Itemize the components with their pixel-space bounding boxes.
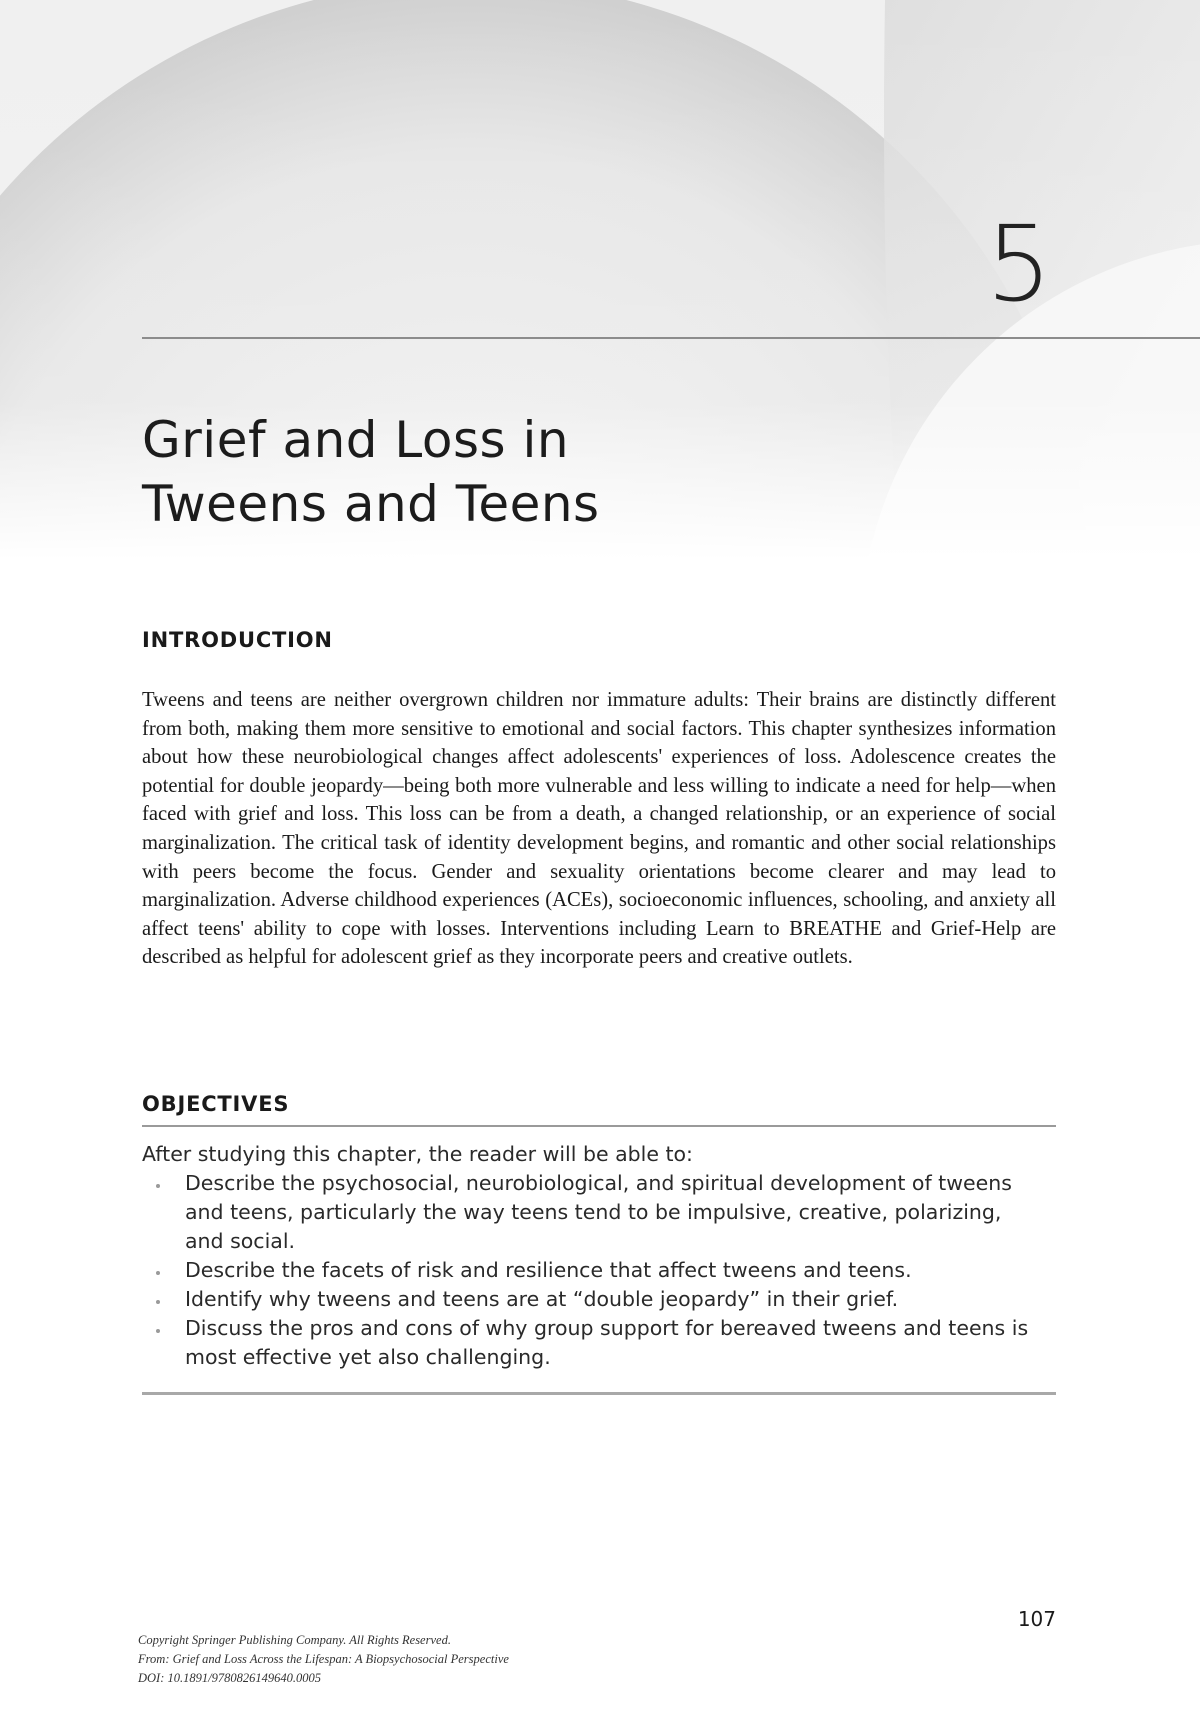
objectives-list (142, 1169, 1056, 1372)
bullet-icon (156, 1300, 160, 1304)
objective-text: Identify why tweens and teens are at “double jeopardy” in their grief. (185, 1287, 899, 1311)
copyright-footer (138, 1631, 509, 1688)
bullet-icon (156, 1271, 160, 1275)
introduction-heading: INTRODUCTION (142, 628, 333, 652)
objectives-bottom-rule (142, 1392, 1056, 1395)
footer-doi: DOI: 10.1891/9780826149640.0005 (138, 1671, 321, 1685)
page-number: 107 (1017, 1607, 1056, 1631)
objective-item (142, 1314, 1056, 1372)
footer-copyright: Copyright Springer Publishing Company. All Rights Reserved. (138, 1633, 451, 1647)
objective-text: Discuss the pros and cons of why group support for bereaved tweens and teens is most effective yet also challenging. (185, 1316, 1029, 1369)
objective-item (142, 1285, 1056, 1314)
objective-text: Describe the facets of risk and resilience that affect tweens and teens. (185, 1258, 912, 1282)
objective-text: Describe the psychosocial, neurobiological, and spiritual development of tweens and teens, particularly the way teens tend to be impulsive, creative, polarizing, and social. (185, 1171, 1012, 1253)
header-rule (142, 337, 1200, 339)
chapter-title-line-1: Grief and Loss in (142, 411, 570, 469)
footer-source: From: Grief and Loss Across the Lifespan: A Biopsychosocial Perspective (138, 1652, 509, 1666)
objectives-heading: OBJECTIVES (142, 1092, 290, 1116)
introduction-body: Tweens and teens are neither overgrown children nor immature adults: Their brains are distinctly different from both, making them more sensitive to emotional and social factors. This chapter synthesizes information about how these neurobiological changes affect adolescents' experiences of loss. Adolescence creates the potential for double jeopardy—being both more vulnerable and less willing to indicate a need for help—when faced with grief and loss. This loss can be from a death, a changed relationship, or an experience of social marginalization. The critical task of identity development begins, and romantic and other social relationships with peers become the focus. Gender and sexuality orientations become clearer and may lead to marginalization. Adverse childhood experiences (ACEs), socioeconomic influences, schooling, and anxiety all affect teens' ability to cope with losses. Interventions including Learn to BREATHE and Grief-Help are described as helpful for adolescent grief as they incorporate peers and creative outlets. (142, 689, 1056, 969)
objectives-box (142, 1140, 1056, 1372)
chapter-title-line-2: Tweens and Teens (142, 475, 600, 533)
objective-item (142, 1169, 1056, 1256)
objectives-top-rule (142, 1125, 1056, 1127)
chapter-number: 5 (985, 203, 1052, 325)
bullet-icon (156, 1329, 160, 1333)
objectives-lead: After studying this chapter, the reader will be able to: (142, 1142, 693, 1166)
objective-item (142, 1256, 1056, 1285)
chapter-title (142, 408, 600, 536)
bullet-icon (156, 1184, 160, 1188)
